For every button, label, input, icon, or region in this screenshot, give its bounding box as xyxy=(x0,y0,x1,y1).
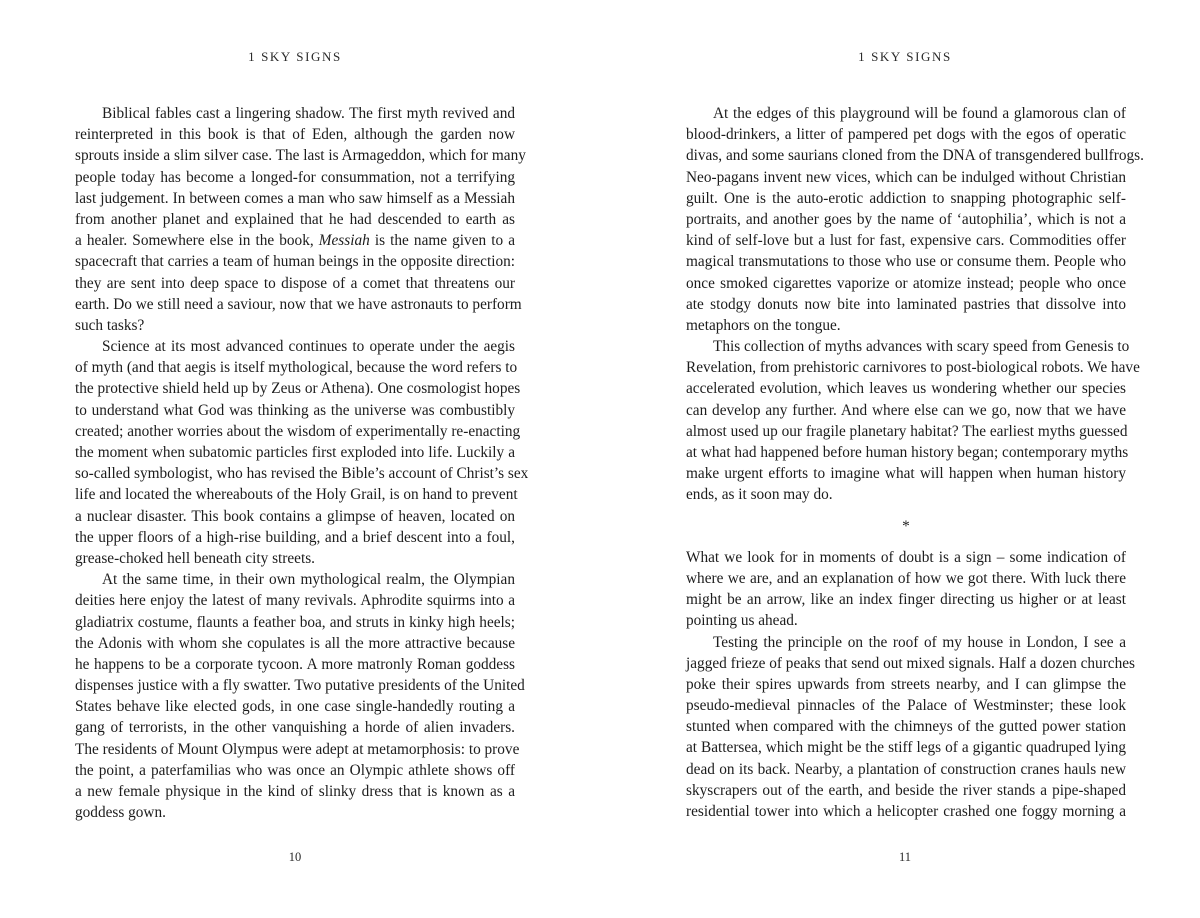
text-line: might be an arrow, like an index finger directing us higher or at least xyxy=(686,591,1126,609)
text-line: This collection of myths advances with scary speed from Genesis to xyxy=(713,338,1130,356)
page-number-left: 10 xyxy=(288,850,302,864)
text-line: make urgent efforts to imagine what will happen when human history xyxy=(686,465,1126,483)
text-line: earth. Do we still need a saviour, now that we have astronauts to perform xyxy=(75,295,522,313)
text-line: At the same time, in their own mythological realm, the Olympian xyxy=(102,571,515,589)
text-line: divas, and some saurians cloned from the DNA of transgendered bullfrogs. xyxy=(686,147,1144,165)
text-line: magical transmutations to those who use or consume them. People who xyxy=(686,253,1126,271)
text-line: last judgement. In between comes a man who saw himself as a Messiah xyxy=(75,189,515,207)
page-number-right: 11 xyxy=(898,850,912,864)
text-line: life and located the whereabouts of the Holy Grail, is on hand to prevent xyxy=(75,486,518,504)
right-text-block xyxy=(686,103,1144,822)
left-text-block xyxy=(75,103,529,823)
text-line: residential tower into which a helicopter crashed one foggy morning a xyxy=(686,803,1126,820)
text-line: sprouts inside a slim silver case. The last is Armageddon, which for many xyxy=(75,147,526,165)
text-line: ends, as it soon may do. xyxy=(686,486,833,504)
text-line: gladiatrix costume, flaunts a feather boa, and struts in kinky high heels; xyxy=(75,613,515,631)
running-head-left: 1 SKY SIGNS xyxy=(248,49,342,64)
text-line: Science at its most advanced continues to operate under the aegis xyxy=(102,338,515,356)
text-line: almost used up our fragile planetary habitat? The earliest myths guessed xyxy=(686,422,1128,440)
text-line: The residents of Mount Olympus were adept at metamorphosis: to prove xyxy=(75,740,520,758)
text-line: of myth (and that aegis is itself mythological, because the word refers to xyxy=(75,359,518,377)
text-line: the protective shield held up by Zeus or Athena). One cosmologist hopes xyxy=(75,380,521,398)
text-line: pseudo-medieval pinnacles of the Palace of Westminster; these look xyxy=(686,697,1126,715)
text-line: the point, a paterfamilias who was once an Olympic athlete shows off xyxy=(75,761,515,779)
text-line: from another planet and explained that he had descended to earth as xyxy=(75,210,515,228)
text-line: ate stodgy donuts now bite into laminated pastries that dissolve into xyxy=(686,295,1126,313)
text-line: to understand what God was thinking as the universe was combustibly xyxy=(75,401,515,419)
text-line: grease-choked hell beneath city streets. xyxy=(75,549,315,567)
text-line: the moment when subatomic particles first exploded into life. Luckily a xyxy=(75,444,515,461)
text-line: a healer. Somewhere else in the book, Messiah is the name given to a xyxy=(75,232,515,250)
text-line: a nuclear disaster. This book contains a glimpse of heaven, located on xyxy=(75,507,515,525)
text-line: the Adonis with whom she copulates is all the more attractive because xyxy=(75,634,515,652)
text-line: reinterpreted in this book is that of Eden, although the garden now xyxy=(75,126,515,144)
text-line: stunted when compared with the chimneys of the gutted power station xyxy=(686,718,1126,736)
running-head-right: 1 SKY SIGNS xyxy=(858,49,952,64)
text-line: such tasks? xyxy=(75,316,145,334)
text-line: States behave like elected gods, in one case single-handedly routing a xyxy=(75,698,515,716)
text-line: pointing us ahead. xyxy=(686,612,798,630)
text-line: jagged frieze of peaks that send out mixed signals. Half a dozen churches xyxy=(686,654,1135,672)
text-line: dead on its back. Nearby, a plantation of construction cranes hauls new xyxy=(686,760,1126,778)
text-line: gang of terrorists, in the other vanquishing a horde of alien invaders. xyxy=(75,719,515,737)
right-text-section-1 xyxy=(686,103,1144,506)
text-line: spacecraft that carries a team of human beings in the opposite direction: xyxy=(75,253,515,271)
text-line: can develop any further. And where else can we go, now that we have xyxy=(686,401,1126,419)
text-line: where we are, and an explanation of how we got there. With luck there xyxy=(686,569,1126,587)
text-line: dispenses justice with a fly swatter. Two putative presidents of the United xyxy=(75,677,525,695)
text-line: so-called symbologist, who has revised the Bible’s account of Christ’s sex xyxy=(75,465,529,483)
text-line: Neo-pagans invent new vices, which can be indulged without Christian xyxy=(686,168,1126,186)
text-line: guilt. One is the auto-erotic addiction to snapping photographic self- xyxy=(686,189,1126,207)
text-line: created; another worries about the wisdom of experimentally re-enacting xyxy=(75,422,521,440)
text-line: poke their spires upwards from streets nearby, and I can glimpse the xyxy=(686,675,1126,693)
text-line: he happens to be a corporate tycoon. A more matronly Roman goddess xyxy=(75,655,515,673)
text-line: accelerated evolution, which leaves us wondering whether our species xyxy=(686,380,1126,398)
right-page xyxy=(600,0,1200,918)
text-line: metaphors on the tongue. xyxy=(686,316,841,334)
text-line: What we look for in moments of doubt is a sign – some indication of xyxy=(686,548,1126,566)
text-line: At the edges of this playground will be found a glamorous clan of xyxy=(713,105,1126,122)
text-line: at Battersea, which might be the stiff legs of a gigantic quadruped lying xyxy=(686,739,1126,757)
text-line: people today has become a longed-for consummation, not a terrifying xyxy=(75,168,515,186)
text-line: Revelation, from prehistoric carnivores to post-biological robots. We have xyxy=(686,359,1140,377)
text-line: skyscrapers out of the earth, and beside the river stands a pipe-shaped xyxy=(686,781,1126,799)
text-line: blood-drinkers, a litter of pampered pet dogs with the egos of operatic xyxy=(686,126,1126,144)
text-line: kind of self-love but a lust for fast, expensive cars. Commodities offer xyxy=(686,232,1126,250)
right-text-section-2 xyxy=(686,547,1135,822)
text-line: portraits, and another goes by the name of ‘autophilia’, which is not a xyxy=(686,210,1126,228)
text-line: Biblical fables cast a lingering shadow. The first myth revived and xyxy=(102,105,515,122)
text-line: the upper floors of a high-rise building, and a brief descent into a foul, xyxy=(75,528,515,546)
text-line: Testing the principle on the roof of my house in London, I see a xyxy=(713,633,1126,651)
text-line: a new female physique in the kind of slinky dress that is known as a xyxy=(75,783,515,800)
text-line: they are sent into deep space to dispose of a comet that threatens our xyxy=(75,274,515,292)
text-line: at what had happened before human history began; contemporary myths xyxy=(686,444,1129,461)
section-break: * xyxy=(902,517,910,535)
text-line: deities here enjoy the latest of many revivals. Aphrodite squirms into a xyxy=(75,592,515,610)
text-line: goddess gown. xyxy=(75,804,166,822)
text-line: once smoked cigarettes vaporize or atomize instead; people who once xyxy=(686,274,1126,292)
italic-title: Messiah xyxy=(318,232,370,250)
